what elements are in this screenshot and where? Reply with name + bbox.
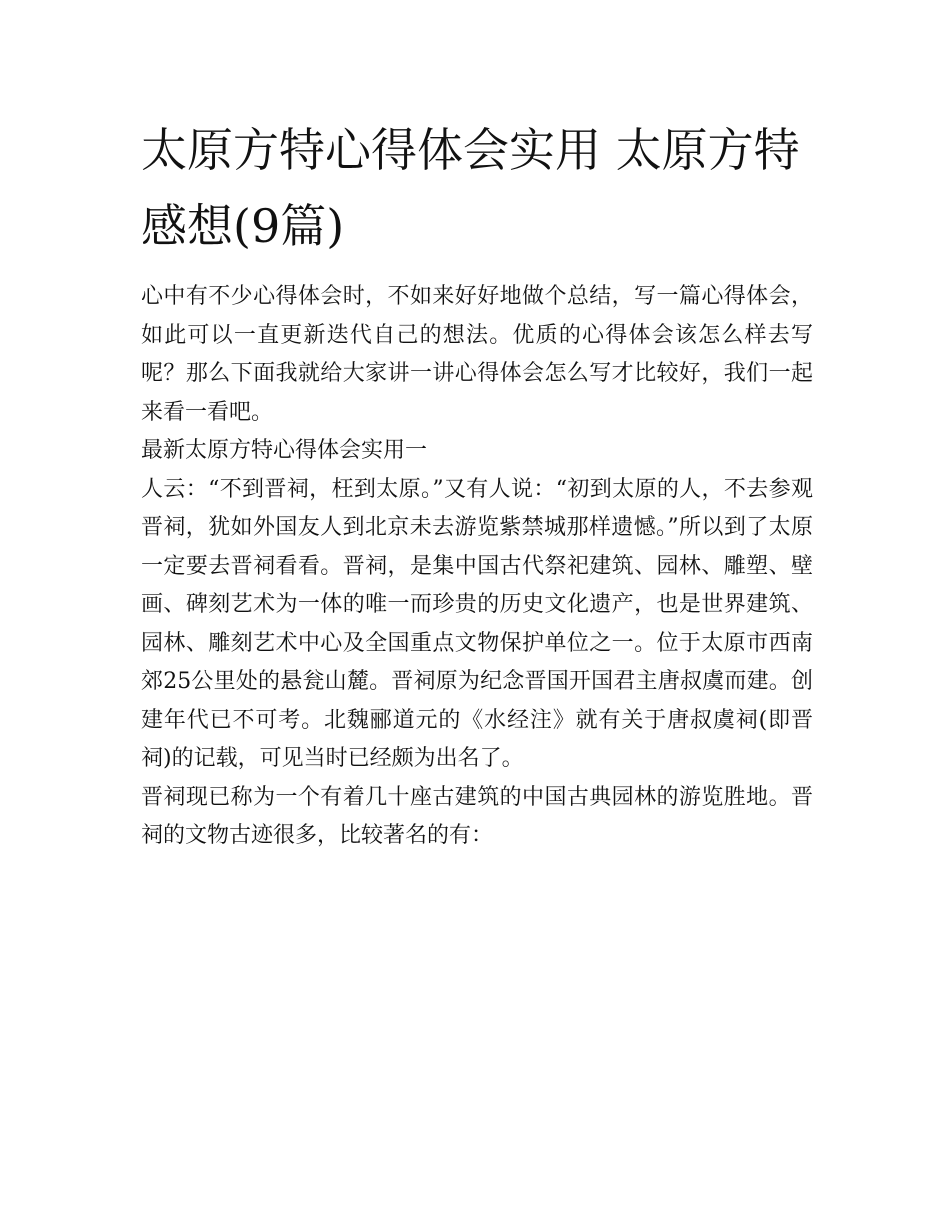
body-paragraph-1: 人云：“不到晋祠，枉到太原。”又有人说：“初到太原的人，不去参观晋祠，犹如外国友人到北京未去游览紫禁城那样遗憾。”所以到了太原一定要去晋祠看看。晋祠，是集中国古代祭祀建筑、园林、雕塑、壁画、碑刻艺术为一体的唯一而珍贵的历史文化遗产，也是世界建筑、园林、雕刻艺术中心及全国重点文物保护单位之一。位于太原市西南郊25公里处的悬瓮山麓。晋祠原为纪念晋国开国君主唐叔虞而建。创建年代已不可考。北魏郦道元的《水经注》就有关于唐叔虞祠(即晋祠)的记载，可见当时已经颇为出名了。 xyxy=(141,476,813,771)
intro-paragraph: 心中有不少心得体会时，不如来好好地做个总结，写一篇心得体会，如此可以一直更新迭代自己的想法。优质的心得体会该怎么样去写呢？那么下面我就给大家讲一讲心得体会怎么写才比较好，我们一起来看一看吧。 xyxy=(141,284,813,425)
body-paragraph-2: 晋祠现已称为一个有着几十座古建筑的中国古典园林的游览胜地。晋祠的文物古迹很多，比较著名的有： xyxy=(141,784,813,848)
document-title: 太原方特心得体会实用 太原方特感想(9篇) xyxy=(141,123,800,253)
document-page xyxy=(141,112,813,856)
section-heading: 最新太原方特心得体会实用一 xyxy=(141,438,428,463)
